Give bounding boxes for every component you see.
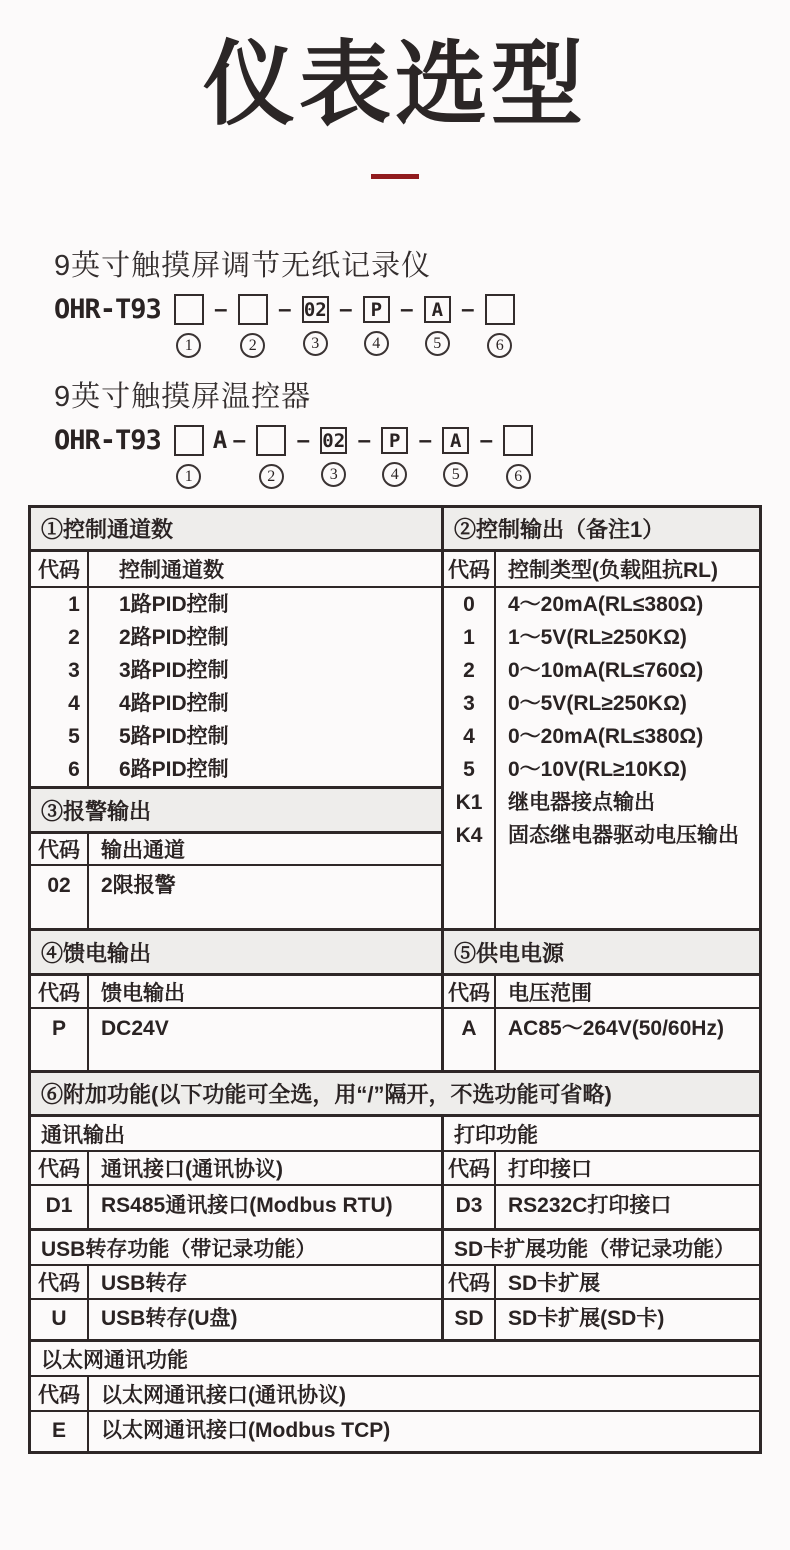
red-divider [371, 174, 419, 179]
column-headers [31, 1152, 441, 1186]
desc-header: 控制通道数 [119, 559, 224, 583]
dash-separator: – [339, 296, 353, 324]
code-header: 代码 [31, 834, 89, 864]
code-cell: SD [454, 1307, 484, 1331]
code-column [444, 1186, 496, 1228]
code-cell: 5 [68, 725, 80, 749]
dash-separator: – [232, 427, 246, 455]
model-slot-3 [320, 425, 347, 487]
desc-cell: RS232C打印接口 [508, 1194, 672, 1218]
dash-separator: – [357, 427, 371, 455]
dash-separator: – [214, 296, 228, 324]
desc-cell: 4～20mA(RL≤380Ω) [508, 593, 704, 617]
desc-cell: 固态继电器驱动电压输出 [508, 824, 739, 848]
section-title: ③报警输出 [31, 789, 441, 834]
group-title: 通讯输出 [31, 1117, 441, 1152]
section-additional-functions [31, 1070, 759, 1451]
column-headers [31, 1377, 759, 1412]
column-headers [31, 976, 441, 1009]
code-cell: 4 [68, 692, 80, 716]
code-cell: 3 [463, 692, 475, 716]
desc-column [89, 1009, 441, 1070]
model-box-5: A [424, 296, 451, 323]
desc-column [89, 1412, 759, 1451]
model-slot-6 [485, 294, 515, 358]
model-code-row-controller [54, 425, 790, 489]
table-body [31, 1186, 441, 1228]
circle-number-1: 1 [176, 333, 201, 358]
dash-separator: – [278, 296, 292, 324]
model-box-2 [256, 425, 286, 456]
dash-separator: – [400, 296, 414, 324]
table-body [31, 588, 441, 786]
desc-header: 馈电输出 [101, 981, 185, 1005]
section-title: ②控制输出（备注1） [444, 508, 759, 552]
code-cell: 0 [463, 593, 475, 617]
desc-cell: 0～5V(RL≥250KΩ) [508, 692, 687, 716]
table-body [31, 1009, 441, 1070]
section-control-channels [31, 508, 444, 928]
column-headers [31, 1266, 441, 1300]
fixed-letter-a: A [212, 426, 228, 455]
column-headers [444, 1266, 759, 1300]
circle-number-6: 6 [506, 464, 531, 489]
desc-cell: 1～5V(RL≥250KΩ) [508, 626, 687, 650]
section-feed-output [31, 931, 444, 1070]
table-body [444, 1009, 759, 1070]
desc-column [89, 866, 441, 928]
code-column [31, 866, 89, 928]
code-header: 代码 [444, 552, 496, 586]
circle-number-3: 3 [321, 462, 346, 487]
table-body [444, 1300, 759, 1339]
desc-column [89, 588, 441, 786]
group-title: SD卡扩展功能（带记录功能） [444, 1231, 759, 1266]
section-title: ①控制通道数 [31, 508, 441, 552]
comm-print-subsection [31, 1117, 759, 1228]
code-column [31, 1009, 89, 1070]
desc-cell: 3路PID控制 [119, 659, 229, 683]
code-header: 代码 [31, 1152, 89, 1184]
code-cell: 5 [463, 758, 475, 782]
code-header: 代码 [444, 1152, 496, 1184]
code-cell: D1 [45, 1194, 73, 1218]
desc-cell: 1路PID控制 [119, 593, 229, 617]
desc-header: 以太网通讯接口(通讯协议) [101, 1383, 346, 1407]
print-function-table [444, 1117, 759, 1228]
code-column [444, 588, 496, 928]
desc-header: 通讯接口(通讯协议) [101, 1158, 283, 1182]
code-header: 代码 [444, 976, 496, 1007]
desc-cell: SD卡扩展(SD卡) [508, 1307, 665, 1331]
table-row-2 [31, 928, 759, 1070]
group-title: USB转存功能（带记录功能） [31, 1231, 441, 1266]
desc-header: 打印接口 [508, 1158, 592, 1182]
comm-output-table [31, 1117, 444, 1228]
model-slot-5 [442, 425, 469, 487]
model-slot-3 [302, 294, 329, 356]
code-cell: 1 [68, 593, 80, 617]
dash-separator: – [479, 427, 493, 455]
model-box-4: P [363, 296, 390, 323]
model-box-2 [238, 294, 268, 325]
table-body [31, 1412, 759, 1451]
ethernet-subsection [31, 1339, 759, 1451]
sd-card-table [444, 1231, 759, 1339]
desc-header: 控制类型(负载阻抗RL) [508, 559, 718, 583]
desc-cell: RS485通讯接口(Modbus RTU) [101, 1194, 393, 1218]
table-row-1 [31, 508, 759, 928]
code-cell: 3 [68, 659, 80, 683]
code-column [31, 1300, 89, 1339]
desc-cell: 2限报警 [101, 874, 176, 898]
model-code-row-recorder [54, 294, 790, 358]
column-headers [31, 834, 441, 866]
dash-separator: – [296, 427, 310, 455]
code-header: 代码 [31, 552, 89, 586]
table-body [444, 1186, 759, 1228]
code-cell: 2 [68, 626, 80, 650]
group-title: 打印功能 [444, 1117, 759, 1152]
model-slot-1 [174, 425, 204, 489]
desc-column [496, 1300, 759, 1339]
model-prefix: OHR-T93 [54, 294, 161, 326]
section-title: ④馈电输出 [31, 931, 441, 976]
code-cell: K4 [455, 824, 483, 848]
desc-column [496, 1186, 759, 1228]
desc-cell: USB转存(U盘) [101, 1307, 238, 1331]
code-cell: K1 [455, 791, 483, 815]
code-column [31, 1412, 89, 1451]
model-box-6 [485, 294, 515, 325]
selection-table [28, 505, 762, 1454]
code-header: 代码 [444, 1266, 496, 1298]
section-power-supply [444, 931, 759, 1070]
section-title: ⑤供电电源 [444, 931, 759, 976]
usb-transfer-table [31, 1231, 444, 1339]
code-header: 代码 [31, 1377, 89, 1410]
model-slot-2 [238, 294, 268, 358]
circle-number-4: 4 [382, 462, 407, 487]
model-box-1 [174, 425, 204, 456]
desc-cell: 4路PID控制 [119, 692, 229, 716]
section-alarm-output [31, 786, 441, 928]
code-column [444, 1300, 496, 1339]
circle-number-2: 2 [259, 464, 284, 489]
model-slot-5 [424, 294, 451, 356]
desc-column [496, 1009, 759, 1070]
desc-column [496, 588, 759, 928]
column-headers [31, 552, 441, 588]
code-cell: E [51, 1419, 66, 1443]
circle-number-6: 6 [487, 333, 512, 358]
table-body [444, 588, 759, 928]
product-name-recorder: 9英寸触摸屏调节无纸记录仪 [54, 250, 432, 283]
dash-separator: – [418, 427, 432, 455]
model-box-4: P [381, 427, 408, 454]
desc-cell: 6路PID控制 [119, 758, 229, 782]
code-header: 代码 [31, 976, 89, 1007]
model-box-3: 02 [302, 296, 329, 323]
desc-header: SD卡扩展 [508, 1272, 601, 1296]
section-title: ⑥附加功能(以下功能可全选，用“/”隔开，不选功能可省略) [31, 1073, 759, 1117]
desc-column [89, 1300, 441, 1339]
desc-cell: DC24V [101, 1017, 169, 1041]
circle-number-4: 4 [364, 331, 389, 356]
code-cell: A [461, 1017, 477, 1041]
desc-cell: 0～10V(RL≥10KΩ) [508, 758, 687, 782]
code-cell: 4 [463, 725, 475, 749]
column-headers [444, 1152, 759, 1186]
product-name-controller: 9英寸触摸屏温控器 [54, 381, 312, 414]
model-slot-4 [381, 425, 408, 487]
desc-cell: 0～20mA(RL≤380Ω) [508, 725, 704, 749]
code-cell: U [51, 1307, 67, 1331]
desc-header: USB转存 [101, 1272, 188, 1296]
column-headers [444, 552, 759, 588]
model-box-1 [174, 294, 204, 325]
code-cell: 1 [463, 626, 475, 650]
model-box-3: 02 [320, 427, 347, 454]
circle-number-5: 5 [425, 331, 450, 356]
model-box-6 [503, 425, 533, 456]
desc-cell: 5路PID控制 [119, 725, 229, 749]
model-slot-6 [503, 425, 533, 489]
circle-number-5: 5 [443, 462, 468, 487]
product-models [54, 243, 790, 489]
code-column [31, 588, 89, 786]
table-body [31, 866, 441, 928]
code-cell: D3 [455, 1194, 483, 1218]
model-slot-2 [256, 425, 286, 489]
code-cell: 2 [463, 659, 475, 683]
desc-cell: 2路PID控制 [119, 626, 229, 650]
section-control-output [444, 508, 759, 928]
code-cell: P [51, 1017, 66, 1041]
code-column [31, 1186, 89, 1228]
code-header: 代码 [31, 1266, 89, 1298]
model-slot-4 [363, 294, 390, 356]
page-title: 仪表选型 [202, 34, 587, 136]
desc-column [89, 1186, 441, 1228]
desc-cell: AC85～264V(50/60Hz) [508, 1017, 724, 1041]
group-title: 以太网通讯功能 [31, 1342, 759, 1377]
code-column [444, 1009, 496, 1070]
code-cell: 02 [47, 874, 71, 898]
model-slot-1 [174, 294, 204, 358]
model-box-5: A [442, 427, 469, 454]
dash-separator: – [461, 296, 475, 324]
desc-header: 电压范围 [508, 981, 592, 1005]
circle-number-2: 2 [240, 333, 265, 358]
circle-number-1: 1 [176, 464, 201, 489]
code-cell: 6 [68, 758, 80, 782]
model-prefix: OHR-T93 [54, 425, 161, 457]
circle-number-3: 3 [303, 331, 328, 356]
usb-sd-subsection [31, 1228, 759, 1339]
desc-cell: 继电器接点输出 [508, 791, 655, 815]
desc-cell: 0～10mA(RL≤760Ω) [508, 659, 704, 683]
desc-header: 输出通道 [101, 839, 185, 863]
column-headers [444, 976, 759, 1009]
table-body [31, 1300, 441, 1339]
desc-cell: 以太网通讯接口(Modbus TCP) [101, 1419, 391, 1443]
